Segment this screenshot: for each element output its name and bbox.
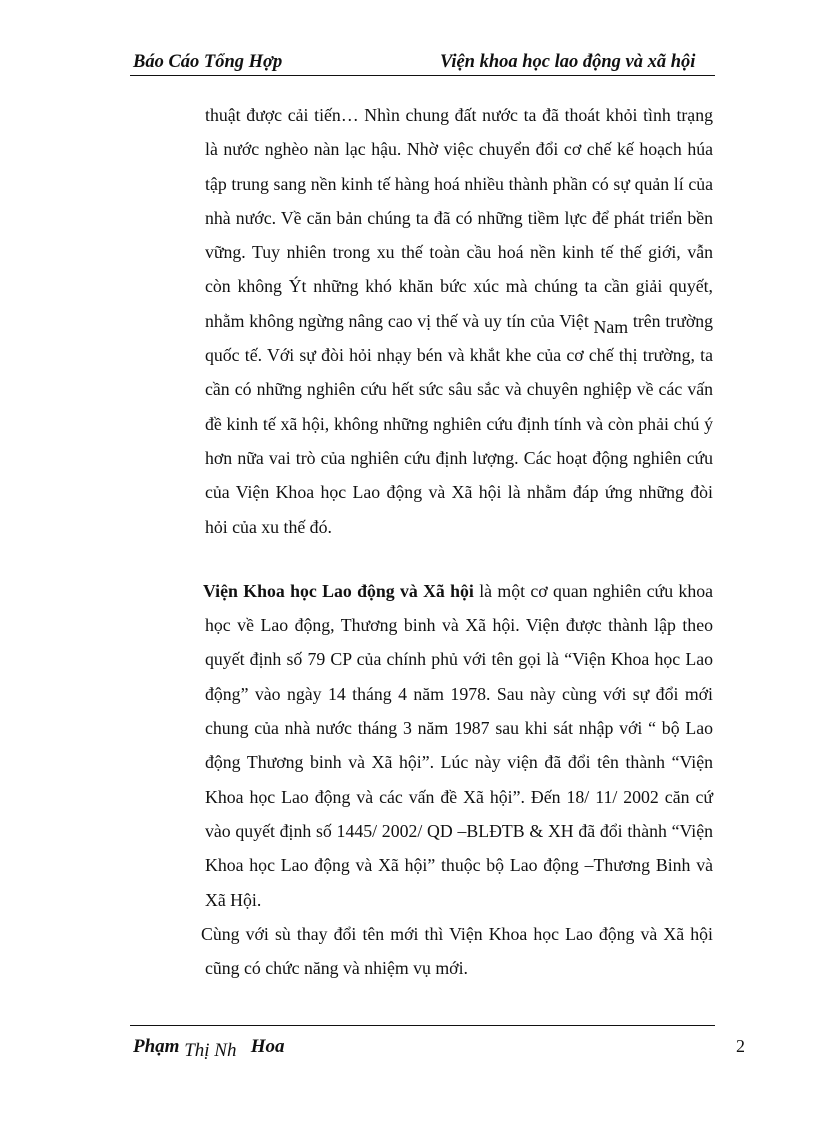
footer-name-part-2: Thị Nh [184, 1040, 237, 1061]
footer-name-part-1: Phạm [133, 1036, 180, 1057]
paragraph-2-bold-lead: Viện Khoa học Lao động và Xã hội [203, 580, 474, 601]
header-institute-name: Viện khoa học lao động và xã hội [440, 52, 696, 72]
paragraph-3: Cùng với sù thay đổi tên mới thì Viện Khoa học Lao động và Xã hội cũng có chức năng và nhiệm vụ mới. [201, 923, 713, 979]
paragraph-2-text: là một cơ quan nghiên cứu khoa học về Lao động, Thương binh và Xã hội. Viện được thành lập theo quyết định số 79 CP của chính phủ với tên gọi là “Viện Khoa học Lao động” vào ngày 14 tháng 4 năm 1978. Sau này cùng với sự đổi mới chung của nhà nước tháng 3 năm 1987 sau khi sát nhập với “ bộ Lao động Thương binh và Xã hội”. Lúc này viện đã đổi tên thành “Viện Khoa học Lao động và các vấn đề Xã hội”. Đến 18/ 11/ 2002 căn cứ vào quyết định số 1445/ 2002/ QD –BLĐTB & XH đã đổi thành “Viện Khoa học Lao động và Xã hội” thuộc bộ Lao động –Thương Binh và Xã Hội. [205, 580, 713, 910]
footer-author-name [133, 1036, 285, 1061]
paragraph-1-text-a: thuật được cải tiến… Nhìn chung đất nước ta đã thoát khỏi tình trạng là nước nghèo nàn lạc hậu. Nhờ việc chuyển đổi cơ chế kế hoạch húa tập trung sang nền kinh tế hàng hoá nhiều thành phần có sự quản lí của nhà nước. Về căn bản chúng ta đã có những tiềm lực để phát triển bền vững. Tuy nhiên trong xu thế toàn cầu hoá nền kinh tế thế giới, vẫn còn không Ýt những khó khăn bức xúc mà chúng ta cần giải quyết, nhằm không ngừng nâng cao vị thế và uy tín của Việt [205, 105, 713, 331]
paragraph-1-nam: Nam [593, 316, 629, 337]
header-rule [130, 75, 715, 76]
paragraph-2 [205, 574, 713, 917]
footer-rule [130, 1025, 715, 1026]
header-report-title: Báo Cáo Tổng Hợp [133, 52, 283, 72]
footer-name-part-3: Hoa [250, 1036, 285, 1057]
paragraph-1 [205, 98, 713, 544]
document-body [201, 98, 714, 985]
paragraph-1-text-b: trên trường quốc tế. Với sự đòi hỏi nhạy bén và khắt khe của cơ chế thị trường, ta cần có những nghiên cứu hết sức sâu sắc và chuyên nghiệp về các vấn đề kinh tế xã hội, không những nghiên cứu định tính và còn phải chú ý hơn nữa vai trò của nghiên cứu định lượng. Các hoạt động nghiên cứu của Viện Khoa học Lao động và Xã hội là nhằm đáp ứng những đòi hỏi của xu thế đó. [205, 310, 714, 537]
page-number: 2 [736, 1036, 745, 1056]
